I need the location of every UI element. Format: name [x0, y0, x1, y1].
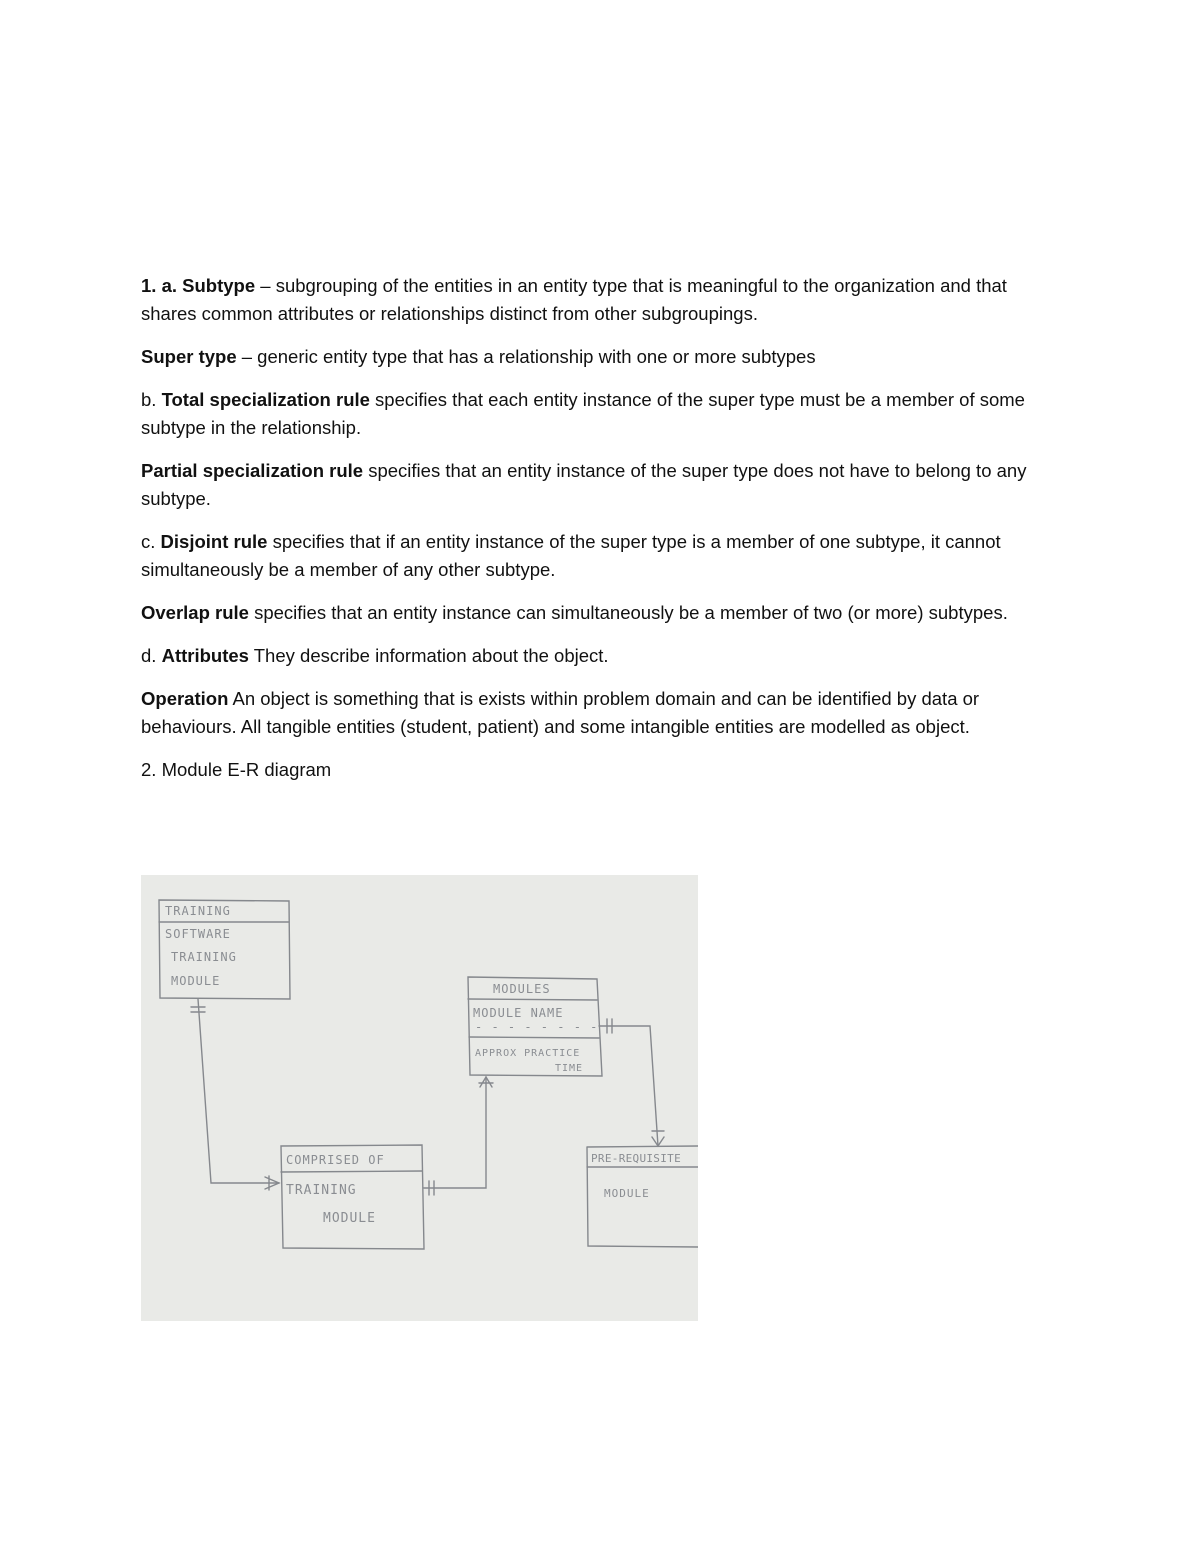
modules-attr-time: TIME — [555, 1063, 584, 1074]
comprised-attr-training: TRAINING — [286, 1183, 357, 1198]
term-total-specialization: Total specialization rule — [161, 389, 370, 410]
para-attributes — [141, 642, 1061, 670]
para-overlap — [141, 599, 1061, 627]
comprised-to-modules-line — [424, 1077, 486, 1188]
term-disjoint: Disjoint rule — [160, 531, 268, 552]
def-subtype: – subgrouping of the entities in an entity type that is meaningful to the organization and that shares common attributes or relationships distinct from other subgroupings. — [141, 275, 1007, 324]
def-supertype: – generic entity type that has a relationship with one or more subtypes — [236, 346, 816, 367]
training-attr-3: MODULE — [171, 974, 221, 988]
term-overlap: Overlap rule — [141, 602, 249, 623]
comprised-entity-divider — [281, 1171, 422, 1172]
modules-attr-practice: APPROX PRACTICE — [475, 1048, 581, 1059]
training-to-comprised-line — [198, 999, 279, 1183]
term-partial-specialization: Partial specialization rule — [141, 460, 364, 481]
marker-d: d. — [141, 645, 157, 666]
term-attributes: Attributes — [161, 645, 249, 666]
def-attributes: They describe information about the object. — [248, 645, 609, 666]
term-subtype: Subtype — [182, 275, 256, 296]
training-attr-2: TRAINING — [171, 950, 237, 964]
prereq-attr-module: MODULE — [604, 1187, 650, 1200]
modules-attr-dashes: - - - - - - - - — [475, 1020, 599, 1034]
para-operation — [141, 685, 1061, 741]
modules-entity-divider-2 — [469, 1037, 599, 1038]
training-entity-title: TRAINING — [165, 904, 231, 918]
modules-attr-name: MODULE NAME — [473, 1006, 564, 1020]
heading-er-diagram: 2. Module E-R diagram — [141, 759, 332, 780]
para-partial-specialization — [141, 457, 1061, 513]
marker-b: b. — [141, 389, 157, 410]
para-subtype — [141, 272, 1061, 328]
para-supertype — [141, 343, 1061, 371]
def-overlap: specifies that an entity instance can simultaneously be a member of two (or more) subtypes. — [248, 602, 1008, 623]
comprised-entity-title: COMPRISED OF — [286, 1153, 385, 1167]
er-diagram — [141, 875, 698, 1321]
training-attr-1: SOFTWARE — [165, 927, 231, 941]
para-total-specialization — [141, 386, 1061, 442]
comprised-attr-module: MODULE — [323, 1211, 376, 1226]
prereq-entity-title: PRE-REQUISITE — [591, 1152, 681, 1165]
marker-c: c. — [141, 531, 156, 552]
answer-text — [141, 272, 1061, 799]
def-partial-specialization: specifies that an entity instance of the super type does not have to belong to any subtype. — [141, 460, 1027, 509]
modules-entity-title: MODULES — [493, 982, 551, 996]
def-operation: An object is something that is exists within problem domain and can be identified by data or behaviours. All tangible entities (student, patient) and some intangible entities are modelled as object. — [141, 688, 980, 737]
def-total-specialization: specifies that each entity instance of the super type must be a member of some subtype in the relationship. — [141, 389, 1025, 438]
modules-to-prereq-line — [599, 1026, 658, 1146]
modules-entity-divider — [468, 999, 597, 1000]
marker-1a: 1. a. — [141, 275, 177, 296]
er-diagram-photo — [141, 875, 698, 1321]
para-disjoint — [141, 528, 1061, 584]
term-supertype: Super type — [141, 346, 237, 367]
term-operation: Operation — [141, 688, 229, 709]
def-disjoint: specifies that if an entity instance of the super type is a member of one subtype, it cannot simultaneously be a member of any other subtype. — [141, 531, 1001, 580]
